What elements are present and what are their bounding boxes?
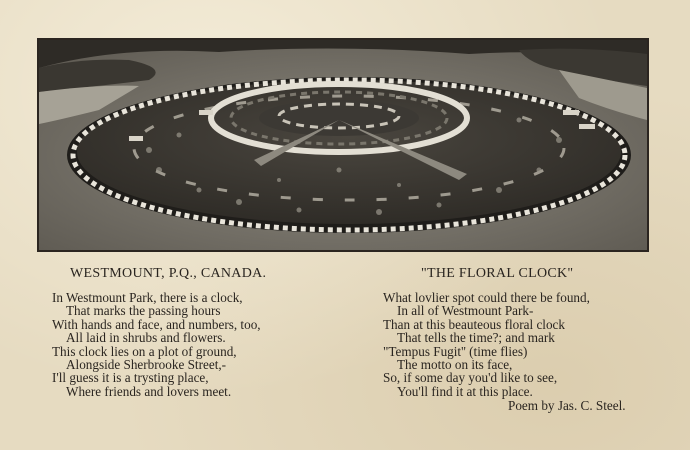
poem-line: So, if some day you'd like to see, bbox=[383, 370, 558, 386]
poem-line: With hands and face, and numbers, too, bbox=[52, 316, 261, 332]
poem-line: "Tempus Fugit'' (time flies) bbox=[383, 343, 528, 359]
poem-line: Alongside Sherbrooke Street,- bbox=[66, 357, 227, 373]
poem-line: What lovlier spot could there be found, bbox=[383, 290, 590, 305]
left-poem-column bbox=[52, 266, 342, 398]
poem-line: That tells the time?; and mark bbox=[397, 330, 555, 346]
right-poem-lines bbox=[383, 291, 658, 398]
right-poem-column bbox=[383, 266, 658, 398]
right-heading: "THE FLORAL CLOCK" bbox=[421, 266, 574, 281]
poem-line: I'll guess it is a trysting place, bbox=[52, 370, 209, 386]
left-heading: WESTMOUNT, P.Q., CANADA. bbox=[70, 266, 267, 281]
poem-line: You'll find it at this place. bbox=[397, 383, 533, 399]
poem-line: This clock lies on a plot of ground, bbox=[52, 343, 237, 359]
floral-clock-illustration bbox=[39, 40, 647, 250]
poem-line: All laid in shrubs and flowers. bbox=[66, 330, 226, 346]
poem-credit: Poem by Jas. C. Steel. bbox=[508, 398, 626, 413]
left-poem-lines bbox=[52, 291, 342, 398]
poem-line: That marks the passing hours bbox=[66, 303, 221, 319]
poem-line: In all of Westmount Park- bbox=[397, 303, 534, 319]
floral-clock-photo bbox=[37, 38, 649, 252]
poem-line: Than at this beauteous floral clock bbox=[383, 316, 565, 332]
poem-line: The motto on its face, bbox=[397, 357, 513, 373]
poem-line: In Westmount Park, there is a clock, bbox=[52, 290, 243, 305]
poem-line: Where friends and lovers meet. bbox=[66, 383, 232, 399]
